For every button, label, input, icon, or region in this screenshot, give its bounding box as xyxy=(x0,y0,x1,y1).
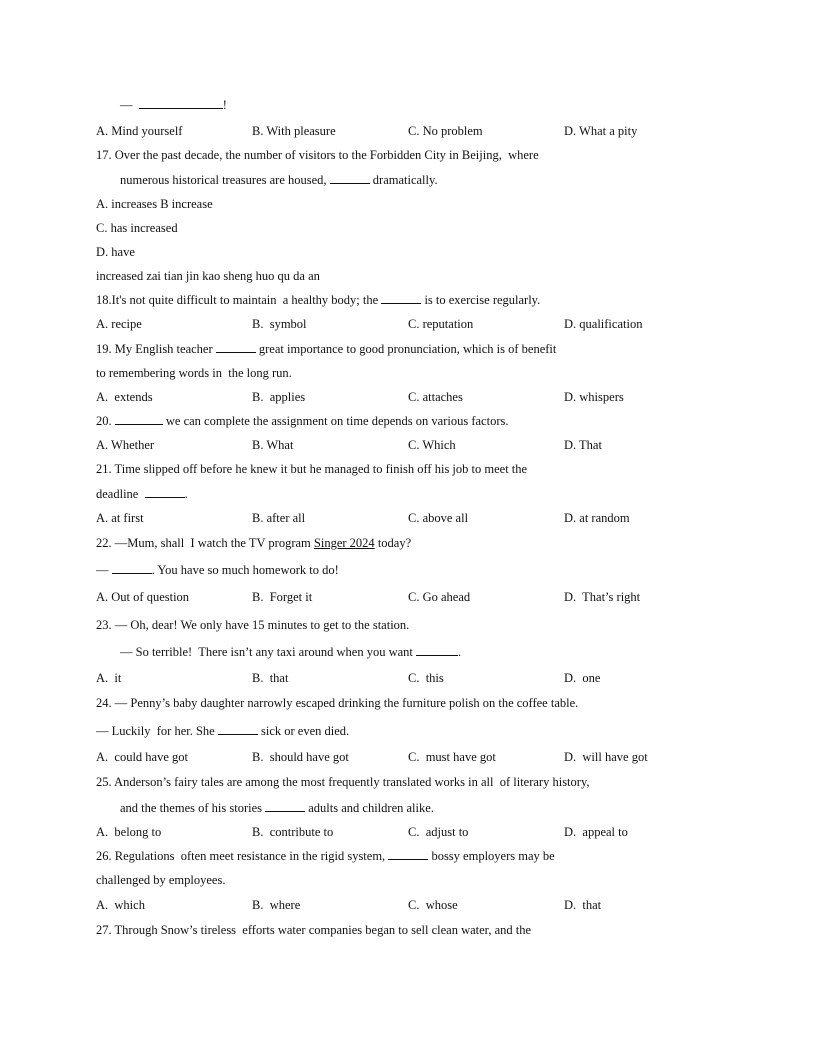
q25-option-c[interactable]: C. adjust to xyxy=(408,825,469,839)
q23-stem-line2 xyxy=(120,644,461,660)
q24-stem-line2 xyxy=(96,723,349,739)
q19-option-a[interactable]: A. extends xyxy=(96,390,153,404)
q21-stem-line1: 21. Time slipped off before he knew it but he managed to finish off his job to meet the xyxy=(96,462,528,476)
stem-text: 18.It's not quite difficult to maintain a healthy body; the xyxy=(96,293,382,307)
q24-option-c[interactable]: C. must have got xyxy=(408,750,496,764)
q18-option-c[interactable]: C. reputation xyxy=(408,317,474,331)
answer-blank xyxy=(216,341,256,353)
q26-option-a[interactable]: A. which xyxy=(96,898,145,912)
q25-stem-line2 xyxy=(120,800,434,816)
q22-option-c[interactable]: C. Go ahead xyxy=(408,590,471,604)
dialog-dash: — xyxy=(120,98,133,112)
q25-option-b[interactable]: B. contribute to xyxy=(252,825,334,839)
answer-blank xyxy=(265,800,305,812)
q24-option-a[interactable]: A. could have got xyxy=(96,750,188,764)
answer-blank xyxy=(112,562,152,574)
q26-option-b[interactable]: B. where xyxy=(252,898,301,912)
stem-text: 22. —Mum, shall I watch the TV program xyxy=(96,536,314,550)
q19-stem-line2: to remembering words in the long run. xyxy=(96,366,292,380)
q16-option-a[interactable]: A. Mind yourself xyxy=(96,124,183,138)
q22-stem-line2 xyxy=(96,562,339,578)
stem-text: sick or even died. xyxy=(257,724,350,738)
q18-option-a[interactable]: A. recipe xyxy=(96,317,142,331)
q22-stem-line1 xyxy=(96,535,411,551)
answer-blank xyxy=(139,97,223,109)
q26-stem-line2: challenged by employees. xyxy=(96,873,226,887)
q16-option-b[interactable]: B. With pleasure xyxy=(252,124,336,138)
q22-option-b[interactable]: B. Forget it xyxy=(252,590,313,604)
q23-option-d[interactable]: D. one xyxy=(564,671,601,685)
stem-text: adults and children alike. xyxy=(305,801,434,815)
q24-stem-line1: 24. — Penny’s baby daughter narrowly escaped drinking the furniture polish on the coffee table. xyxy=(96,696,579,710)
answer-blank xyxy=(145,486,185,498)
stem-text: 26. Regulations often meet resistance in the rigid system, xyxy=(96,849,389,863)
stem-text: 19. My English teacher xyxy=(96,342,216,356)
q20-option-c[interactable]: C. Which xyxy=(408,438,456,452)
q19-option-b[interactable]: B. applies xyxy=(252,390,306,404)
q25-stem-line1: 25. Anderson’s fairy tales are among the most frequently translated works in all of literary history, xyxy=(96,775,590,789)
stem-text: numerous historical treasures are housed, xyxy=(120,173,330,187)
stem-text: — xyxy=(96,563,112,577)
q19-stem-line1 xyxy=(96,341,556,357)
q19-option-c[interactable]: C. attaches xyxy=(408,390,463,404)
stem-text: bossy employers may be xyxy=(428,849,555,863)
q23-option-a[interactable]: A. it xyxy=(96,671,122,685)
q16-answer-line xyxy=(120,97,227,113)
stem-text: dramatically. xyxy=(369,173,438,187)
q23-stem-line1: 23. — Oh, dear! We only have 15 minutes to get to the station. xyxy=(96,618,410,632)
q27-stem-line1: 27. Through Snow’s tireless efforts water companies began to sell clean water, and the xyxy=(96,923,532,937)
q20-option-a[interactable]: A. Whether xyxy=(96,438,155,452)
stem-text: we can complete the assignment on time depends on various factors. xyxy=(162,414,509,428)
stem-text: is to exercise regularly. xyxy=(421,293,541,307)
q20-option-b[interactable]: B. What xyxy=(252,438,294,452)
answer-blank xyxy=(115,413,163,425)
stem-text: 20. xyxy=(96,414,115,428)
q26-option-d[interactable]: D. that xyxy=(564,898,602,912)
q19-option-d[interactable]: D. whispers xyxy=(564,390,624,404)
answer-blank xyxy=(330,172,370,184)
q16-option-c[interactable]: C. No problem xyxy=(408,124,483,138)
q25-option-d[interactable]: D. appeal to xyxy=(564,825,628,839)
answer-blank xyxy=(416,644,458,656)
q17-option-a-b[interactable]: A. increases B increase xyxy=(96,197,213,211)
q25-option-a[interactable]: A. belong to xyxy=(96,825,162,839)
stem-text: — Luckily for her. She xyxy=(96,724,218,738)
q18-option-d[interactable]: D. qualification xyxy=(564,317,643,331)
q22-option-d[interactable]: D. That’s right xyxy=(564,590,641,604)
stem-text: today? xyxy=(374,536,412,550)
q26-option-c[interactable]: C. whose xyxy=(408,898,458,912)
stem-text: — So terrible! There isn’t any taxi around when you want xyxy=(120,645,416,659)
q17-option-d-cont: increased zai tian jin kao sheng huo qu da an xyxy=(96,269,320,283)
q21-option-c[interactable]: C. above all xyxy=(408,511,469,525)
q18-stem xyxy=(96,292,540,308)
q21-option-b[interactable]: B. after all xyxy=(252,511,306,525)
q26-stem-line1 xyxy=(96,848,555,864)
q23-option-b[interactable]: B. that xyxy=(252,671,289,685)
punctuation: . xyxy=(458,645,462,659)
stem-text: deadline xyxy=(96,487,145,501)
q20-option-d[interactable]: D. That xyxy=(564,438,602,452)
q17-option-d[interactable]: D. have xyxy=(96,245,135,259)
q17-stem-line1: 17. Over the past decade, the number of visitors to the Forbidden City in Beijing, where xyxy=(96,148,539,162)
punctuation: . xyxy=(184,487,188,501)
answer-blank xyxy=(381,292,421,304)
q20-stem xyxy=(96,413,508,429)
answer-blank xyxy=(218,723,258,735)
q21-option-a[interactable]: A. at first xyxy=(96,511,144,525)
q23-option-c[interactable]: C. this xyxy=(408,671,444,685)
q17-stem-line2 xyxy=(120,172,438,188)
q17-option-c[interactable]: C. has increased xyxy=(96,221,178,235)
q21-stem-line2 xyxy=(96,486,188,502)
stem-text: and the themes of his stories xyxy=(120,801,266,815)
punctuation: ! xyxy=(222,98,227,112)
q21-option-d[interactable]: D. at random xyxy=(564,511,630,525)
q16-option-d[interactable]: D. What a pity xyxy=(564,124,638,138)
q22-option-a[interactable]: A. Out of question xyxy=(96,590,190,604)
program-title: Singer 2024 xyxy=(313,536,375,550)
answer-blank xyxy=(388,848,428,860)
stem-text: great importance to good pronunciation, which is of benefit xyxy=(255,342,557,356)
q24-option-b[interactable]: B. should have got xyxy=(252,750,349,764)
q18-option-b[interactable]: B. symbol xyxy=(252,317,307,331)
stem-text: . You have so much homework to do! xyxy=(151,563,339,577)
q24-option-d[interactable]: D. will have got xyxy=(564,750,648,764)
